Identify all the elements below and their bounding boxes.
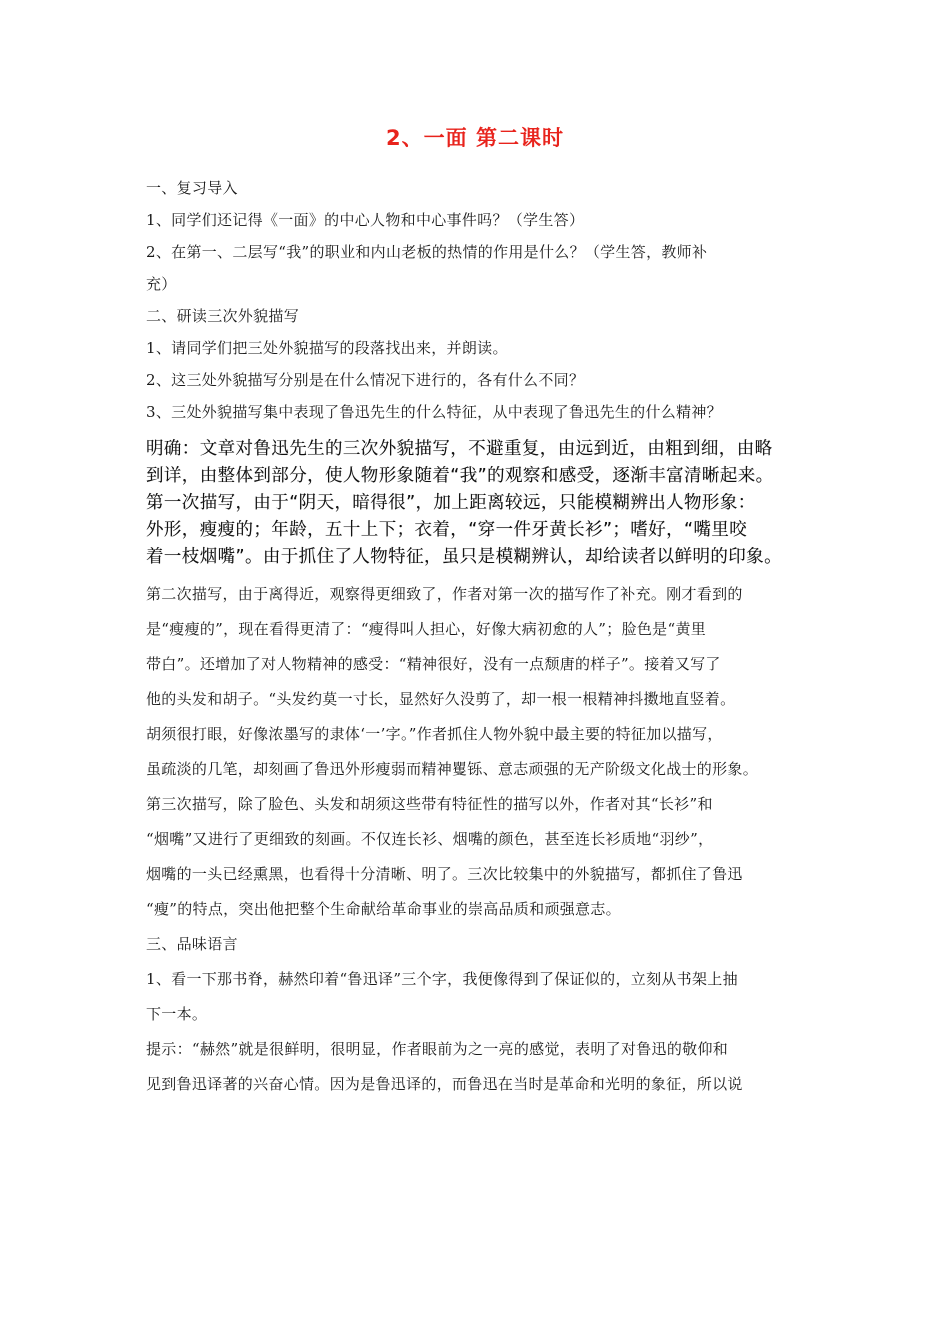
page-title: 2、一面 第二课时 [386, 126, 564, 150]
answer-block [146, 436, 806, 571]
paragraph-line: “烟嘴”又进行了更细致的刻画。不仅连长衫、烟嘴的颜色，甚至连长衫质地“羽纱”， [146, 830, 714, 848]
heading-language: 三、品味语言 [146, 935, 238, 953]
language-item-1-continued: 下一本。 [146, 1005, 208, 1023]
document-body [146, 172, 806, 1102]
paragraph-line: 虽疏淡的几笔，却刻画了鲁迅外形瘦弱而精神矍铄、意志顽强的无产阶级文化战士的形象。 [146, 760, 759, 778]
study-question-3: 3、三处外貌描写集中表现了鲁迅先生的什么特征，从中表现了鲁迅先生的什么精神？ [146, 403, 722, 421]
answer-line: 着一枝烟嘴”。由于抓住了人物特征，虽只是模糊辨认，却给读者以鲜明的印象。 [146, 547, 782, 567]
paragraph-line: 胡须很打眼，好像浓墨写的隶体‘一’字。”作者抓住人物外貌中最主要的特征加以描写， [146, 725, 723, 743]
paragraph-line: 他的头发和胡子。“头发约莫一寸长，显然好久没剪了，却一根一根精神抖擞地直竖着。 [146, 690, 736, 708]
heading-review: 一、复习导入 [146, 179, 238, 197]
paragraph-line: 烟嘴的一头已经熏黑，也看得十分清晰、明了。三次比较集中的外貌描写，都抓住了鲁迅 [146, 865, 743, 883]
paragraph-line: 第三次描写，除了脸色、头发和胡须这些带有特征性的描写以外，作者对其“长衫”和 [146, 795, 713, 813]
section-language [146, 927, 806, 1102]
hint-line: 提示：“赫然”就是很鲜明，很明显，作者眼前为之一亮的感觉，表明了对鲁迅的敬仰和 [146, 1040, 729, 1058]
paragraph-line: 是“瘦瘦的”，现在看得更清了：“瘦得叫人担心，好像大病初愈的人”；脸色是“黄里 [146, 620, 707, 638]
paragraph-line: 第二次描写，由于离得近，观察得更细致了，作者对第一次的描写作了补充。刚才看到的 [146, 585, 743, 603]
hint-line: 见到鲁迅译著的兴奋心情。因为是鲁迅译的，而鲁迅在当时是革命和光明的象征，所以说 [146, 1075, 743, 1093]
language-item-1: 1、看一下那书脊，赫然印着“鲁迅译”三个字，我便像得到了保证似的，立刻从书架上抽 [146, 970, 738, 988]
question-2-continued: 充） [146, 275, 177, 293]
answer-line: 明确：文章对鲁迅先生的三次外貌描写，不避重复，由远到近，由粗到细，由略 [146, 439, 773, 459]
section-review [146, 172, 806, 428]
answer-line: 到详，由整体到部分，使人物形象随着“我”的观察和感受，逐渐丰富清晰起来。 [146, 466, 774, 486]
question-1: 1、同学们还记得《一面》的中心人物和中心事件吗？（学生答） [146, 211, 585, 229]
heading-study: 二、研读三次外貌描写 [146, 307, 300, 325]
study-question-1: 1、请同学们把三处外貌描写的段落找出来，并朗读。 [146, 339, 508, 357]
paragraph-line: “瘦”的特点，突出他把整个生命献给革命事业的崇高品质和顽强意志。 [146, 900, 621, 918]
analysis-paragraphs [146, 577, 806, 927]
question-2: 2、在第一、二层写“我”的职业和内山老板的热情的作用是什么？（学生答，教师补 [146, 243, 708, 261]
answer-line: 第一次描写，由于“阴天，暗得很”，加上距离较远，只能模糊辨出人物形象： [146, 493, 756, 513]
answer-line: 外形，瘦瘦的；年龄，五十上下；衣着，“穿一件牙黄长衫”；嗜好，“嘴里咬 [146, 520, 748, 540]
paragraph-line: 带白”。还增加了对人物精神的感受：“精神很好，没有一点颓唐的样子”。接着又写了 [146, 655, 721, 673]
study-question-2: 2、这三处外貌描写分别是在什么情况下进行的，各有什么不同？ [146, 371, 585, 389]
